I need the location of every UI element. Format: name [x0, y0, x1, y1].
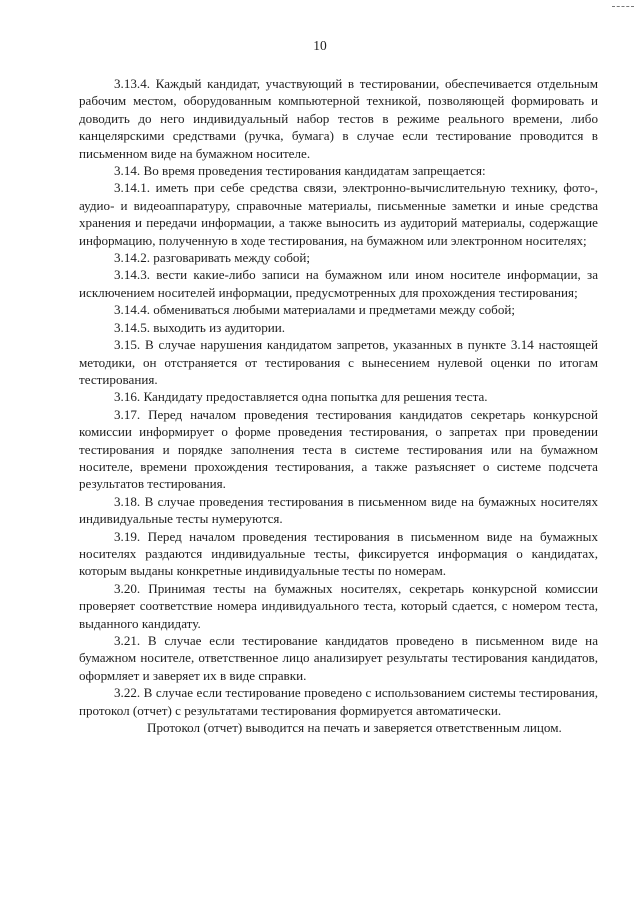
page-number: 10 — [313, 38, 327, 53]
paragraph-3-14: 3.14. Во время проведения тестирования кандидатам запрещается: — [114, 163, 486, 179]
paragraph-3-19: 3.19. Перед началом проведения тестирования в письменном виде на бумажных носителях раздаются индивидуальные тесты, фиксируется информация о кандидатах, которым выданы конкретные индивидуальные тесты по номерам. — [79, 528, 598, 579]
paragraph-3-21: 3.21. В случае если тестирование кандидатов проведено в письменном виде на бумажном носителе, ответственное лицо анализирует результаты тестирования кандидатов, оформляет и заверяет их в виде справки. — [79, 633, 598, 683]
paragraph-3-14-1: 3.14.1. иметь при себе средства связи, электронно-вычислительную технику, фото-, аудио- и видеоаппаратуру, справочные материалы, письменные заметки и иные средства хранения и передачи информации, а также выносить из аудиторий материалы, содержащие информацию, полученную в ходе тестирования, на бумажном или электронном носителях; — [79, 180, 598, 248]
document-body — [79, 75, 598, 736]
paragraph-3-18: 3.18. В случае проведения тестирования в письменном виде на бумажных носителях индивидуальные тесты нумеруются. — [79, 493, 598, 527]
paragraph-3-15: 3.15. В случае нарушения кандидатом запретов, указанных в пункте 3.14 настоящей методики, он отстраняется от тестирования с вынесением нулевой оценки по итогам тестирования. — [79, 337, 598, 387]
paragraph-3-17: 3.17. Перед началом проведения тестирования кандидатов секретарь конкурсной комиссии информирует о форме проведения тестирования, о запретах при проведении тестирования и порядке заполнения теста в системе тестирования или на бумажном носителе, времени прохождения тестирования, а также разъясняет о системе подсчета результатов тестирования. — [79, 406, 598, 492]
paragraph-3-14-5: 3.14.5. выходить из аудитории. — [114, 319, 286, 335]
scan-mark — [612, 6, 634, 9]
paragraph-protocol: Протокол (отчет) выводится на печать и заверяется ответственным лицом. — [147, 720, 562, 736]
paragraph-3-14-2: 3.14.2. разговаривать между собой; — [114, 250, 311, 266]
paragraph-3-16: 3.16. Кандидату предоставляется одна попытка для решения теста. — [114, 389, 488, 405]
paragraph-3-13-4: 3.13.4. Каждый кандидат, участвующий в тестировании, обеспечивается отдельным рабочим местом, оборудованным компьютерной техникой, позволяющей формировать и доводить до него индивидуальный набор тестов в режиме реального времени, либо канцелярскими средствами (ручка, бумага) в случае если тестирование проводится в письменном виде на бумажном носителе. — [79, 76, 598, 161]
paragraph-3-14-3: 3.14.3. вести какие-либо записи на бумажном или ином носителе информации, за исключением носителей информации, предусмотренных для прохождения тестирования; — [79, 267, 598, 300]
paragraph-3-14-4: 3.14.4. обмениваться любыми материалами и предметами между собой; — [114, 302, 516, 318]
paragraph-3-22: 3.22. В случае если тестирование проведено с использованием системы тестирования, протокол (отчет) с результатами тестирования формируется автоматически. — [79, 685, 598, 718]
paragraph-3-20: 3.20. Принимая тесты на бумажных носителях, секретарь конкурсной комиссии проверяет соответствие номера индивидуального теста, который сдается, с номером теста, выданного кандидату. — [79, 580, 598, 631]
